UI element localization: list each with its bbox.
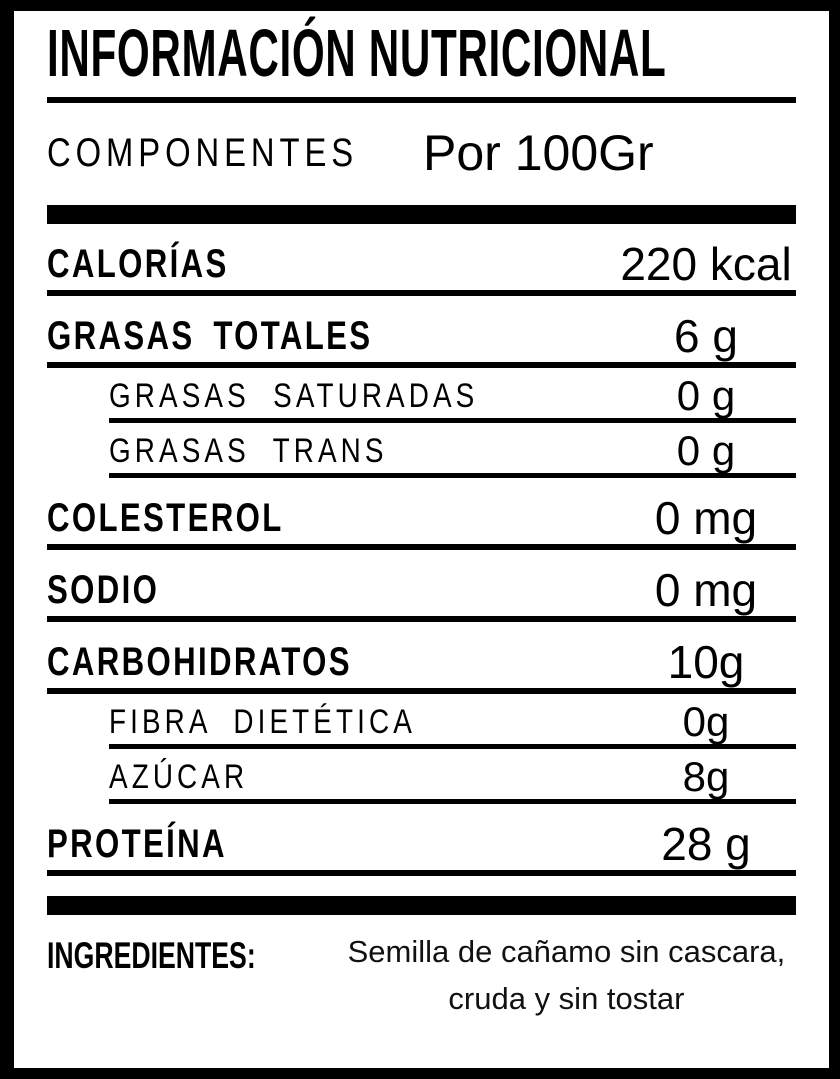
nutrient-row-fibra-dietetica [109,698,796,749]
nutrient-name: GRASAS TOTALES [47,314,373,358]
separator-bar-bottom [47,896,796,915]
nutrient-value: 8g [682,753,730,800]
nutrient-value: 6 g [674,310,738,362]
nutrient-row-carbohidratos [47,638,796,694]
nutrient-name: GRASAS TRANS [109,432,388,470]
nutrient-name: GRASAS SATURADAS [109,377,479,415]
nutrient-value: 0 g [676,372,736,419]
nutrient-value: 0 mg [654,492,758,544]
nutrient-name: PROTEÍNA [47,822,227,866]
serving-size-label: Por 100Gr [423,125,654,181]
nutrient-row-calorias [47,240,796,296]
nutrient-name: SODIO [47,568,160,612]
nutrient-value: 10g [667,636,745,688]
separator-bar-top [47,205,796,224]
nutrient-value: 0g [682,698,730,745]
ingredients-text [337,928,796,1022]
nutrient-row-colesterol [47,494,796,550]
nutrient-name: AZÚCAR [109,758,249,796]
nutrient-value: 0 g [676,427,736,474]
nutrient-row-grasas-trans [109,427,796,478]
nutrient-row-sodio [47,566,796,622]
nutrient-row-azucar [109,753,796,804]
ingredients-label: INGREDIENTES: [47,935,256,976]
ingredients-line: Semilla de cañamo sin cascara, [347,934,786,969]
nutrient-row-proteina [47,820,796,876]
nutrient-name: COLESTEROL [47,496,284,540]
nutrient-row-grasas-totales [47,312,796,368]
page-title: INFORMACIÓN NUTRICIONAL [47,16,667,91]
nutrient-row-grasas-saturadas [109,372,796,423]
ingredients-line: cruda y sin tostar [448,981,685,1016]
nutrient-value: 220 kcal [620,238,792,290]
nutrient-value: 0 mg [654,564,758,616]
nutrient-name: FIBRA DIETÉTICA [109,703,416,741]
nutrient-value: 28 g [661,818,751,870]
components-header [47,127,796,179]
title-divider [47,97,796,103]
nutrient-name: CARBOHIDRATOS [47,640,352,684]
nutrient-name: CALORÍAS [47,242,229,286]
ingredients-section [47,928,796,1022]
components-column-label: COMPONENTES [47,131,359,175]
